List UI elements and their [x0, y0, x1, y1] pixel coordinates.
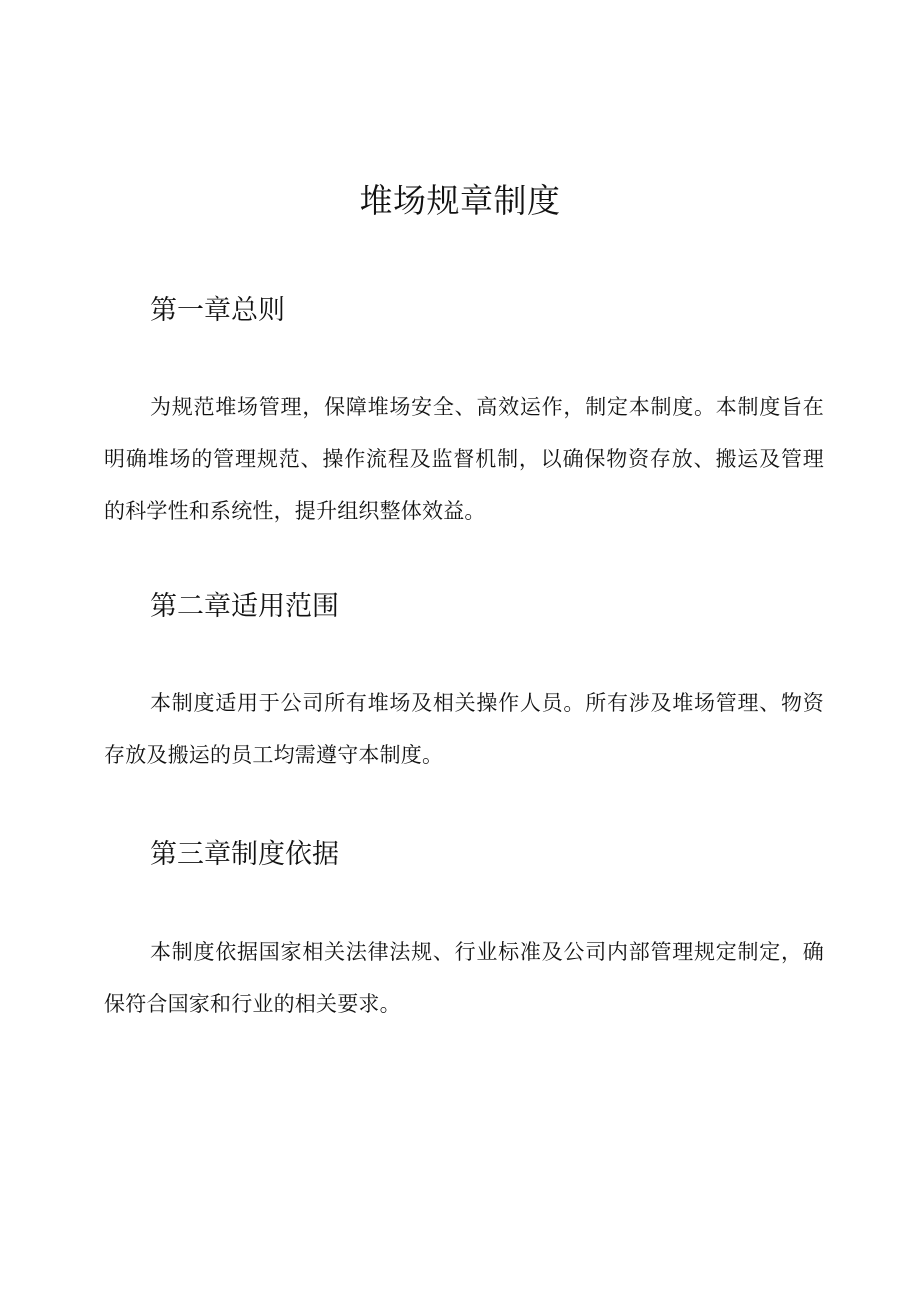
- chapter-2-heading: 第二章适用范围: [150, 591, 339, 622]
- chapter-2-body: 本制度适用于公司所有堆场及相关操作人员。所有涉及堆场管理、物资存放及搬运的员工均需遵守本制度。: [104, 691, 824, 767]
- chapter-3-heading: 第三章制度依据: [150, 839, 339, 870]
- chapter-3-body: 本制度依据国家相关法律法规、行业标准及公司内部管理规定制定，确保符合国家和行业的相关要求。: [104, 940, 824, 1016]
- chapter-1-heading: 第一章总则: [150, 295, 285, 326]
- chapter-1-body: 为规范堆场管理，保障堆场安全、高效运作，制定本制度。本制度旨在明确堆场的管理规范、操作流程及监督机制，以确保物资存放、搬运及管理的科学性和系统性，提升组织整体效益。: [104, 395, 824, 523]
- document-title: 堆场规章制度: [359, 181, 561, 220]
